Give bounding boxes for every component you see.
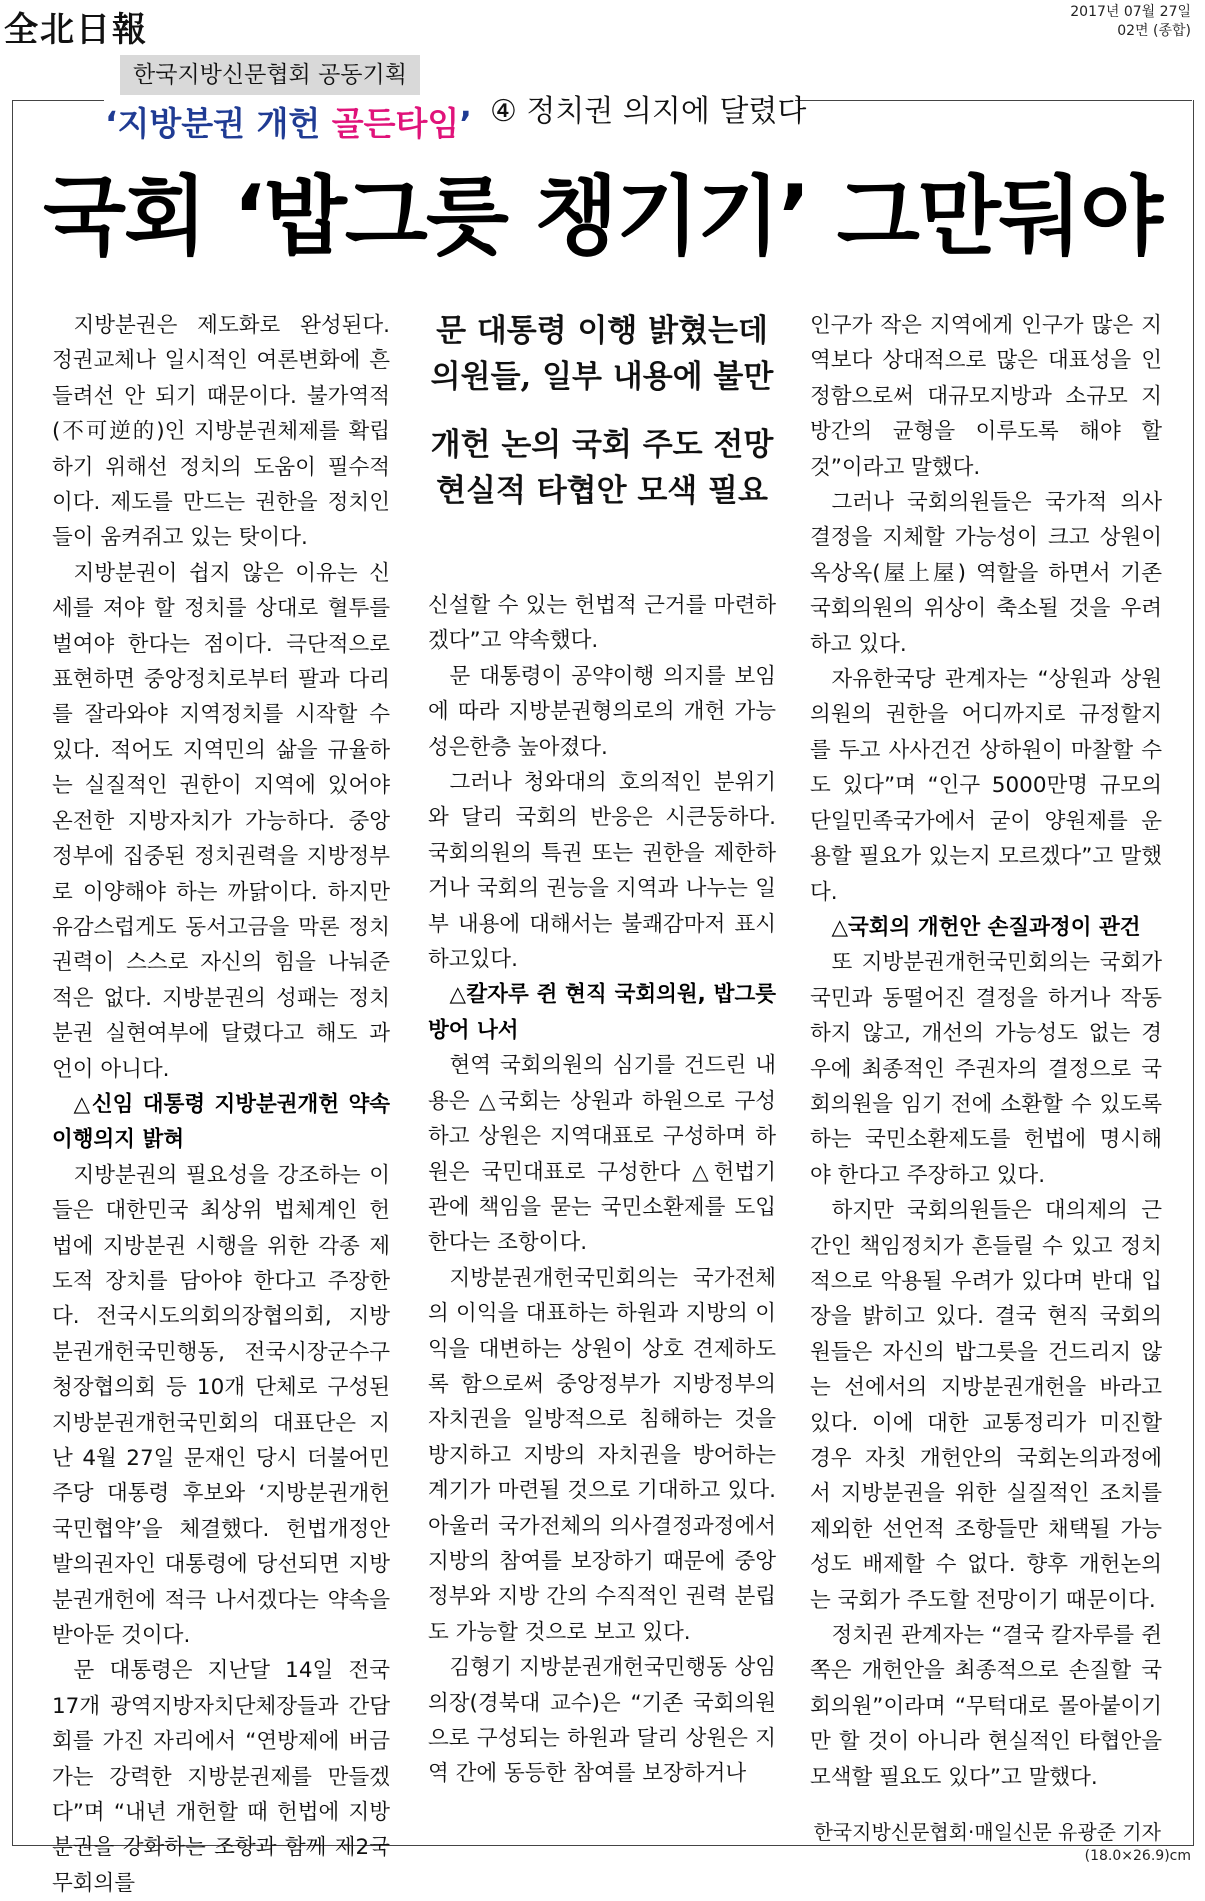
article-paragraph: 하지만 국회의원들은 대의제의 근간인 책임정치가 흔들릴 수 있고 정치적으로 악용될 우려가 있다며 반대 입장을 밝히고 있다. 결국 현직 국회의원들은 자신의 밥그릇을 건드리지 않는 선에서의 지방분권개헌을 바라고 있다. 이에 대한 교통정리가 미진할 경우 자칫 개헌안의 국회논의과정에서 지방분권을 위한 실질적인 조치를 제외한 선언적 조항들만 채택될 가능성도 배제할 수 없다. 향후 개헌논의는 국회가 주도할 전망이기 때문이다. — [810, 1198, 1162, 1613]
article-column-2 — [428, 588, 776, 1792]
article-paragraph: 자유한국당 관계자는 “상원과 상원의원의 권한을 어디까지로 규정할지를 두고 사사건건 상하원이 마찰할 수도 있다”며 “인구 5000만명 규모의 단일민족국가에서 굳이 양원제를 운용할 필요가 있는지 모르겠다”고 말했다. — [810, 667, 1162, 905]
series-title-main: ‘지방분권 개헌 — [105, 104, 332, 143]
article-paragraph: 그러나 국회의원들은 국가적 의사결정을 지체할 가능성이 크고 상원이 옥상옥(屋上屋) 역할을 하면서 기존 국회의원의 위상이 축소될 것을 우려하고 있다. — [810, 490, 1162, 657]
article-paragraph: 인구가 작은 지역에게 인구가 많은 지역보다 상대적으로 많은 대표성을 인정함으로써 대규모지방과 소규모 지방간의 균형을 이루도록 해야 할 것”이라고 말했다. — [810, 313, 1162, 480]
frame-top-rule-left — [12, 100, 104, 101]
dateline — [1070, 3, 1191, 41]
subheadline: 의원들, 일부 내용에 불만 — [430, 359, 774, 395]
article-paragraph: 지방분권이 쉽지 않은 이유는 신세를 져야 할 정치를 상대로 혈투를 벌여야 한다는 점이다. 극단적으로 표현하면 중앙정치로부터 팔과 다리를 잘라와야 지역정치를 시작할 수 있다. 적어도 지역민의 삶을 규율하는 실질적인 권한이 지역에 있어야 온전한 지방자치가 가능하다. 중앙정부에 집중된 정치권력을 지방정부로 이양해야 하는 까닭이다. 하지만 유감스럽게도 동서고금을 막론 정치권력이 스스로 자신의 힘을 나눠준 적은 없다. 지방분권의 성패는 정치분권 실현여부에 달렸다고 해도 과언이 아니다. — [52, 560, 390, 1082]
article-paragraph: 김형기 지방분권개헌국민행동 상임의장(경북대 교수)은 “기존 국회의원으로 구성되는 하원과 달리 상원은 지역 간에 동등한 참여를 보장하거나 — [428, 1655, 776, 1787]
section-subheading: △신임 대통령 지방분권개헌 약속 이행의지 밝혀 — [52, 1091, 390, 1153]
series-subtitle: ④ 정치권 의지에 달렸다 — [490, 94, 807, 129]
section-subheading: △국회의 개헌안 손질과정이 관건 — [831, 914, 1141, 940]
article-paragraph: 또 지방분권개헌국민회의는 국회가 국민과 동떨어진 결정을 하거나 작동하지 않고, 개선의 가능성도 없는 경우에 최종적인 주권자의 결정으로 국회의원을 임기 전에 소환할 수 있도록 하는 국민소환제도를 헌법에 명시해야 한다고 주장하고 있다. — [810, 950, 1162, 1188]
page-section: 02면 (종합) — [1117, 23, 1191, 39]
frame-top-rule-right — [795, 100, 1192, 101]
subheadline-block — [428, 308, 776, 514]
subheadline: 현실적 타협안 모색 필요 — [436, 473, 768, 509]
newspaper-masthead: 全北日報 — [4, 10, 148, 50]
article-paragraph: 현역 국회의원의 심기를 건드린 내용은 △국회는 상원과 하원으로 구성하고 상원은 지역대표로 구성하며 하원은 국민대표로 구성한다 △헌법기관에 책임을 묻는 국민소환제를 도입한다는 조항이다. — [428, 1053, 776, 1256]
clipping-size-note: (18.0×26.9)cm — [1084, 1848, 1191, 1864]
subheadline-gap — [428, 400, 776, 422]
series-label-box: 한국지방신문협회 공동기획 — [120, 55, 420, 95]
publication-date: 2017년 07월 27일 — [1070, 4, 1191, 20]
series-title-end: ’ — [459, 104, 472, 143]
series-title-accent: 골든타임 — [331, 104, 460, 143]
article-paragraph: 문 대통령은 지난달 14일 전국 17개 광역지방자치단체장들과 간담회를 가진 자리에서 “연방제에 버금가는 강력한 지방분권제를 만들겠다”며 “내년 개헌할 때 헌법에 지방분권을 강화하는 조항과 함께 제2국무회의를 — [52, 1658, 390, 1896]
section-subheading: △칼자루 쥔 현직 국회의원, 밥그릇 방어 나서 — [428, 982, 776, 1043]
article-paragraph: 지방분권의 필요성을 강조하는 이들은 대한민국 최상위 법체계인 헌법에 지방분권 시행을 위한 각종 제도적 장치를 담아야 한다고 주장한다. 전국시도의회의장협의회, 지방분권개헌국민행동, 전국시장군수구청장협의회 등 10개 단체로 구성된 지방분권개헌국민회의 대표단은 지난 4월 27일 문재인 당시 더불어민주당 대통령 후보와 ‘지방분권개헌 국민협약’을 체결했다. 헌법개정안 발의권자인 대통령에 당선되면 지방분권개헌에 적극 나서겠다는 약속을 받아둔 것이다. — [52, 1162, 390, 1649]
article-paragraph: 지방분권개헌국민회의는 국가전체의 이익을 대표하는 하원과 지방의 이익을 대변하는 상원이 상호 견제하도록 함으로써 중앙정부가 지방정부의 자치권을 일방적으로 침해하는 것을 방지하고 지방의 자치권을 방어하는 계기가 마련될 것으로 기대하고 있다. 아울러 국가전체의 의사결정과정에서 지방의 참여를 보장하기 때문에 중앙정부와 지방 간의 수직적인 권력 분립도 가능할 것으로 보고 있다. — [428, 1265, 776, 1645]
article-paragraph: 그러나 청와대의 호의적인 분위기와 달리 국회의 반응은 시큰둥하다. 국회의원의 특권 또는 권한을 제한하거나 국회의 권능을 지역과 나누는 일부 내용에 대해서는 불쾌감마저 표시하고있다. — [428, 770, 776, 973]
article-paragraph: 지방분권은 제도화로 완성된다. 정권교체나 일시적인 여론변화에 흔들려선 안 되기 때문이다. 불가역적(不可逆的)인 지방분권체제를 확립하기 위해선 정치의 도움이 필수적이다. 제도를 만드는 권한을 정치인들이 움켜쥐고 있는 탓이다. — [52, 313, 390, 551]
article-column-1 — [52, 308, 390, 1901]
article-paragraph: 신설할 수 있는 헌법적 근거를 마련하겠다”고 약속했다. — [428, 593, 776, 654]
subheadline: 문 대통령 이행 밝혔는데 — [436, 313, 768, 349]
article-headline: 국회 ‘밥그릇 챙기기’ 그만둬야 — [42, 167, 1162, 267]
article-paragraph: 문 대통령이 공약이행 의지를 보임에 따라 지방분권형의로의 개헌 가능성은한층 높아졌다. — [428, 663, 776, 760]
byline: 한국지방신문협회·매일신문 유광준 기자 — [813, 1820, 1161, 1844]
subheadline: 개헌 논의 국회 주도 전망 — [430, 427, 774, 463]
series-title — [105, 98, 472, 145]
article-paragraph: 정치권 관계자는 “결국 칼자루를 쥔 쪽은 개헌안을 최종적으로 손질할 국회의원”이라며 “무턱대로 몰아붙이기만 할 것이 아니라 현실적인 타협안을 모색할 필요도 있다”고 말했다. — [810, 1623, 1162, 1790]
article-column-3 — [810, 308, 1162, 1795]
